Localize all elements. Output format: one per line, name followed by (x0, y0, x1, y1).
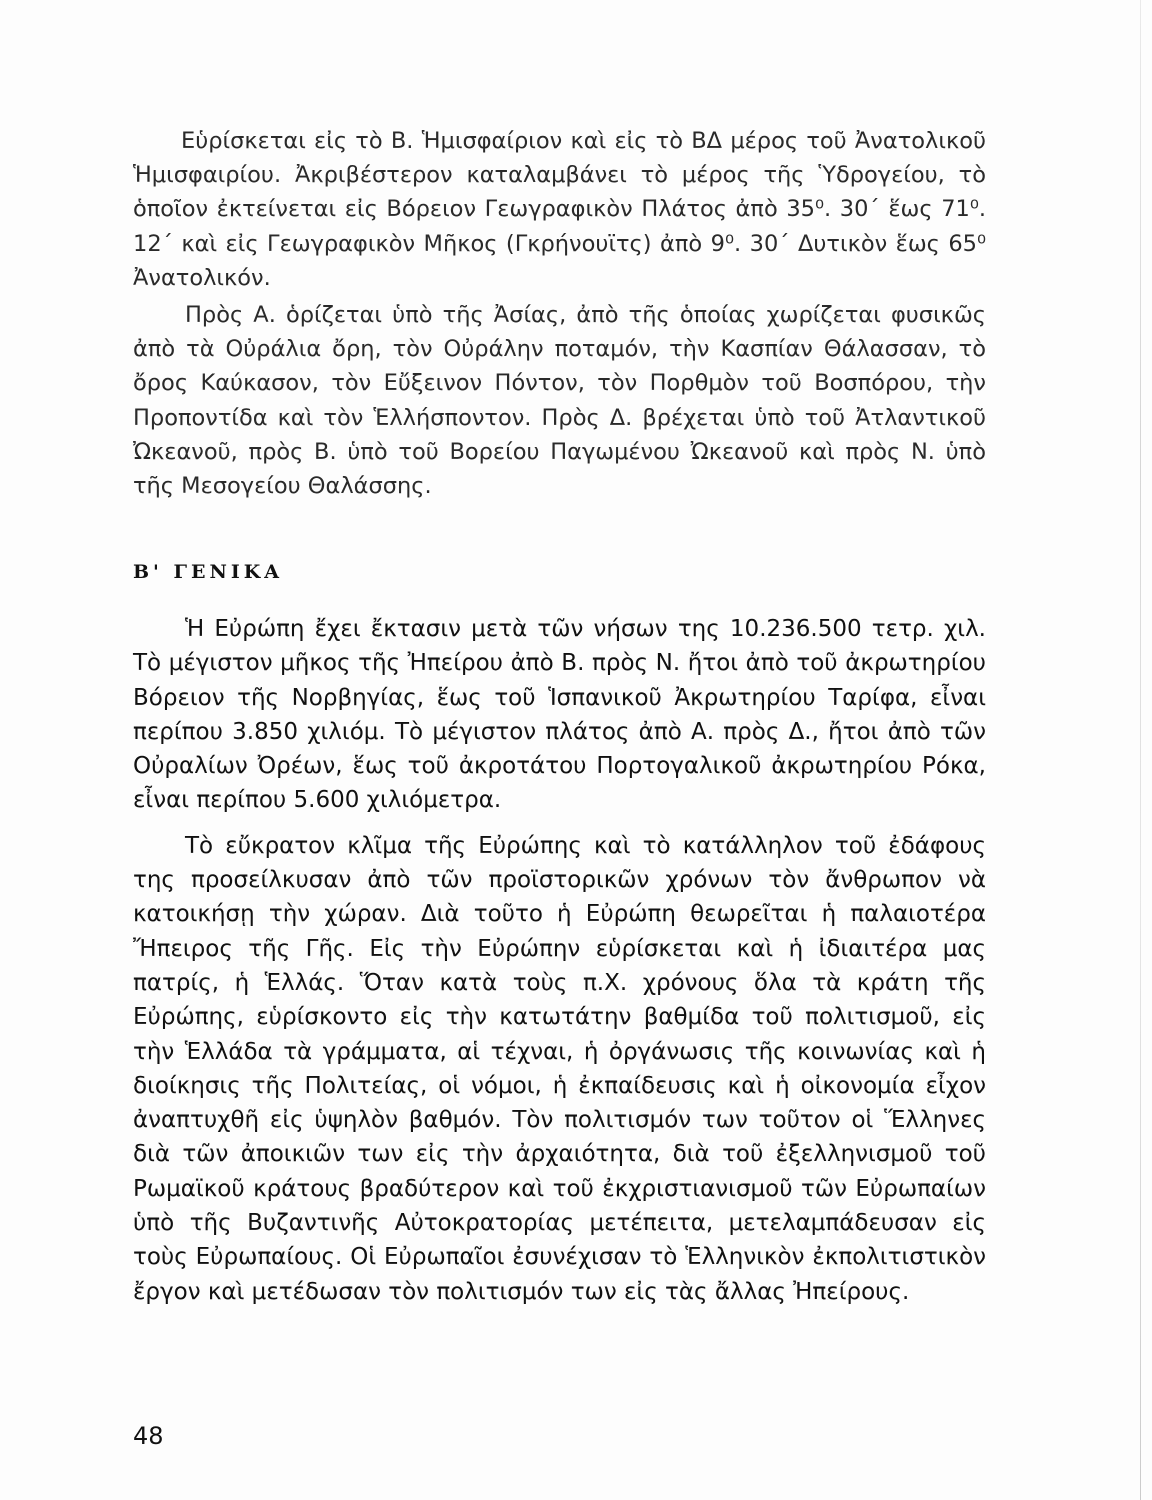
text-block-general (133, 612, 986, 1309)
section-heading: Β' ΓΕΝΙΚΑ (133, 561, 283, 583)
text-block-location (133, 124, 986, 503)
paragraph-location: Εὑρίσκεται εἰς τὸ Β. Ἡμισφαίριον καὶ εἰς τὸ ΒΔ μέρος τοῦ Ἀνατολικοῦ Ἡμισφαιρίου. Ἀκριβέστερον καταλαμβάνει τὸ μέρος τῆς Ὑδρογείου, τὸ ὁποῖον ἐκτείνεται εἰς Βόρειον Γεωγραφικὸν Πλάτος ἀπὸ 35⁰. 30΄ ἕως 71⁰. 12΄ καὶ εἰς Γεωγραφικὸν Μῆκος (Γκρήνουϊτς) ἀπὸ 9⁰. 30΄ Δυτικὸν ἕως 65⁰ Ἀνατολικόν. (133, 128, 986, 291)
page-edge-divider (1140, 0, 1141, 1500)
paragraph-dimensions: Ἡ Εὐρώπη ἔχει ἔκτασιν μετὰ τῶν νήσων της 10.236.500 τετρ. χιλ. Τὸ μέγιστον μῆκος τῆς Ἠπείρου ἀπὸ Β. πρὸς Ν. ἤτοι ἀπὸ τοῦ ἀκρωτηρίου Βόρειον τῆς Νορβηγίας, ἕως τοῦ Ἱσπανικοῦ Ἀκρωτηρίου Ταρίφα, εἶναι περίπου 3.850 χιλιόμ. Τὸ μέγιστον πλάτος ἀπὸ Α. πρὸς Δ., ἤτοι ἀπὸ τῶν Οὐραλίων Ὀρέων, ἕως τοῦ ἀκροτάτου Πορτογαλικοῦ ἀκρωτηρίου Ρόκα, εἶναι περίπου 5.600 χιλιόμετρα. (133, 616, 986, 814)
paragraph-boundaries: Πρὸς Α. ὁρίζεται ὑπὸ τῆς Ἀσίας, ἀπὸ τῆς ὁποίας χωρίζεται φυσικῶς ἀπὸ τὰ Οὐράλια ὄρη, τὸν Οὐράλην ποταμόν, τὴν Κασπίαν Θάλασσαν, τὸ ὄρος Καύκασον, τὸν Εὔξεινον Πόντον, τὸν Πορθμὸν τοῦ Βοσπόρου, τὴν Προποντίδα καὶ τὸν Ἑλλήσποντον. Πρὸς Δ. βρέχεται ὑπὸ τοῦ Ἀτλαντικοῦ Ὠκεανοῦ, πρὸς Β. ὑπὸ τοῦ Βορείου Παγωμένου Ὠκεανοῦ καὶ πρὸς Ν. ὑπὸ τῆς Μεσογείου Θαλάσσης. (133, 302, 986, 500)
page-number: 48 (133, 1422, 164, 1450)
paragraph-climate-civilization: Τὸ εὔκρατον κλῖμα τῆς Εὐρώπης καὶ τὸ κατάλληλον τοῦ ἐδάφους της προσείλκυσαν ἀπὸ τῶν προϊστορικῶν χρόνων τὸν ἄνθρωπον νὰ κατοικήσῃ τὴν χώραν. Διὰ τοῦτο ἡ Εὐρώπη θεωρεῖται ἡ παλαιοτέρα Ἤπειρος τῆς Γῆς. Εἰς τὴν Εὐρώπην εὑρίσκεται καὶ ἡ ἰδιαιτέρα μας πατρίς, ἡ Ἑλλάς. Ὅταν κατὰ τοὺς π.Χ. χρόνους ὅλα τὰ κράτη τῆς Εὐρώπης, εὑρίσκοντο εἰς τὴν κατωτάτην βαθμίδα τοῦ πολιτισμοῦ, εἰς τὴν Ἑλλάδα τὰ γράμματα, αἱ τέχναι, ἡ ὀργάνωσις τῆς κοινωνίας καὶ ἡ διοίκησις τῆς Πολιτείας, οἱ νόμοι, ἡ ἐκπαίδευσις καὶ ἡ οἰκονομία εἶχον ἀναπτυχθῆ εἰς ὑψηλὸν βαθμόν. Τὸν πολιτισμόν των τοῦτον οἱ Ἕλληνες διὰ τῶν ἀποικιῶν των εἰς τὴν ἀρχαιότητα, διὰ τοῦ ἐξελληνισμοῦ τοῦ Ρωμαϊκοῦ κράτους βραδύτερον καὶ τοῦ ἐκχριστιανισμοῦ τῶν Εὐρωπαίων ὑπὸ τῆς Βυζαντινῆς Αὐτοκρατορίας μετέπειτα, μετελαμπάδευσαν εἰς τοὺς Εὐρωπαίους. Οἱ Εὐρωπαῖοι ἐσυνέχισαν τὸ Ἑλληνικὸν ἐκπολιτιστικὸν ἔργον καὶ μετέδωσαν τὸν πολιτισμόν των εἰς τὰς ἄλλας Ἠπείρους. (133, 832, 986, 1305)
